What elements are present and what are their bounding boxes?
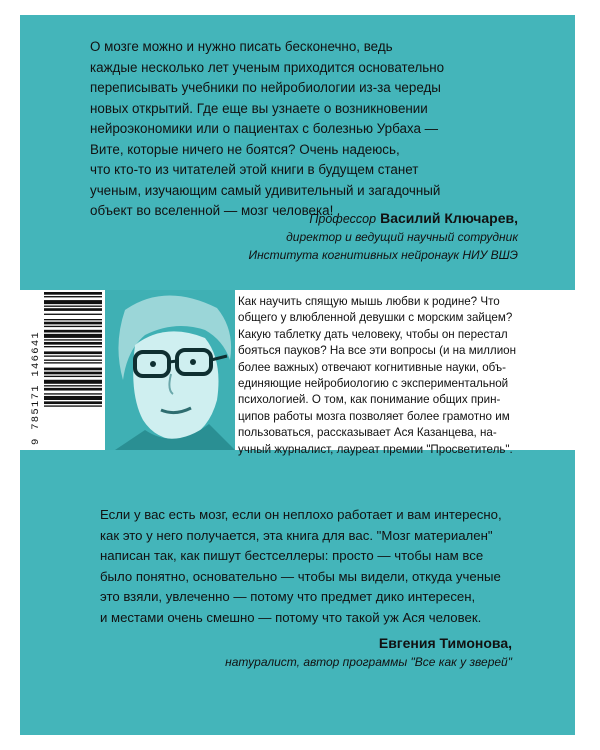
bottom-quote-line: как это у него получается, эта книга для вас. "Мозг материален" [100,527,493,543]
top-quote-line: ученым, изучающим самый удивительный и загадочный [90,182,441,198]
signature-position: директор и ведущий научный сотрудник [286,230,518,244]
blurb-line: бояться пауков? На все эти вопросы (и на миллион [238,344,517,358]
top-quote-line: каждые несколько лет ученым приходится основательно [90,59,445,75]
bottom-quote-line: написан так, как пишут бестселлеры: просто — чтобы нам все [100,548,484,563]
signature-role: Профессор [309,212,377,226]
blurb-line: Как научить спящую мышь любви к родине? Что [238,295,500,308]
bottom-quote-line: и местами очень смешно — потому что такой уж Ася человек. [100,609,482,625]
signature-name: Евгения Тимонова, [378,635,512,651]
barcode-digits: 9 785171 146641 [30,330,42,445]
middle-band [20,290,575,456]
barcode-bars [44,292,102,448]
signature-description: натуралист, автор программы "Все как у зверей" [225,655,512,669]
blurb-line: Какую таблетку дать человеку, чтобы он перестал [238,327,508,341]
blurb-line: общего у влюбленной девушки с морским зайцем? [238,311,513,325]
blurb-line: учный журналист, лауреат премии "Просветитель". [238,442,513,456]
top-signature [80,210,518,264]
blurb-line: ципов работы мозга позволяет более грамотно им [238,409,510,423]
top-quote-line: что кто-то из читателей этой книги в будущем станет [90,162,419,177]
book-blurb [238,294,538,458]
blurb-line: более важных) отвечают когнитивные науки, объ- [238,360,507,374]
top-quote-line: нейроэкономики или о пациентах с болезнью Урбаха — [90,121,439,136]
signature-name: Василий Ключарев, [380,210,518,226]
top-quote-line: новых открытий. Где еще вы узнаете о возникновении [90,100,428,116]
signature-institution: Института когнитивных нейронаук НИУ ВШЭ [248,248,518,262]
top-quote-line: О мозге можно и нужно писать бесконечно, ведь [90,39,393,54]
bottom-signature [80,633,512,671]
blurb-line: психологией. О том, как понимание общих прин- [238,393,501,407]
bottom-quote-line: Если у вас есть мозг, если он неплохо работает и вам интересно, [100,507,502,522]
top-quote [90,37,480,222]
blurb-line: пользоваться, рассказывает Ася Казанцева, на- [238,426,497,440]
top-quote-line: Вите, которые ничего не боятся? Очень надеюсь, [90,141,400,157]
back-cover [20,15,575,735]
top-quote-line: переписывать учебники по нейробиологии из-за череды [90,80,441,95]
author-portrait-icon [105,290,235,450]
bottom-quote-line: это взяли, увлеченно — потому что предмет дико интересен, [100,589,476,604]
bottom-quote [100,505,520,628]
isbn-barcode-icon [20,290,105,450]
blurb-line: единяющие нейробиологию с экспериментальной [238,377,509,391]
top-quote-line: объект во вселенной — мозг человека! [90,203,334,218]
bottom-quote-line: было понятно, основательно — чтобы мы видели, откуда ученые [100,568,501,584]
